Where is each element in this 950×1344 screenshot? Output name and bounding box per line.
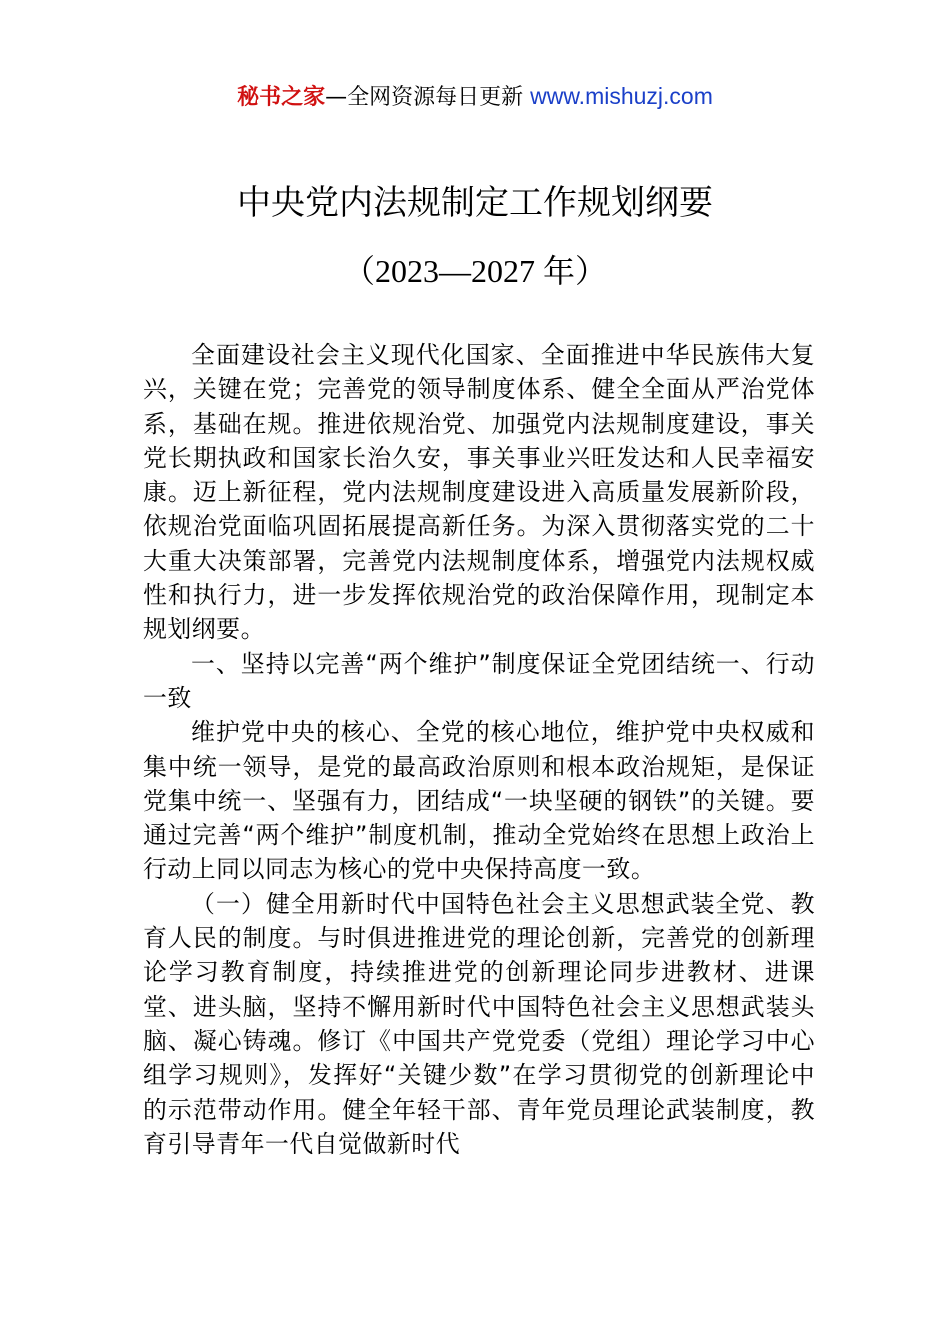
document-subtitle: （2023—2027 年）: [342, 253, 607, 289]
paragraph-item-1: （一）健全用新时代中国特色社会主义思想武装全党、教育人民的制度。与时俱进推进党的理论创新，完善党的创新理论学习教育制度，持续推进党的创新理论同步进教材、进课堂、进头脑，坚持不懈用新时代中国特色社会主义思想武装头脑、凝心铸魂。修订《中国共产党党委（党组）理论学习中心组学习规则》，发挥好“关键少数”在学习贯彻党的创新理论中的示范带动作用。健全年轻干部、青年党员理论武装制度，教育引导青年一代自觉做新时代: [143, 889, 815, 1158]
paragraph-section-1: 维护党中央的核心、全党的核心地位，维护党中央权威和集中统一领导，是党的最高政治原则和根本政治规矩，是保证党集中统一、坚强有力，团结成“一块坚硬的钢铁”的关键。要通过完善“两个维护”制度机制，推动全党始终在思想上政治上行动上同以同志为核心的党中央保持高度一致。: [143, 718, 815, 884]
paragraph-intro: 全面建设社会主义现代化国家、全面推进中华民族伟大复兴，关键在党；完善党的领导制度体系、健全全面从严治党体系，基础在规。推进依规治党、加强党内法规制度建设，事关党长期执政和国家长治久安，事关事业兴旺发达和人民幸福安康。迈上新征程，党内法规制度建设进入高质量发展新阶段，依规治党面临巩固拓展提高新任务。为深入贯彻落实党的二十大重大决策部署，完善党内法规制度体系，增强党内法规权威性和执行力，进一步发挥依规治党的政治保障作用，现制定本规划纲要。: [143, 341, 815, 644]
document-title: 中央党内法规制定工作规划纲要: [237, 183, 713, 223]
site-slogan: —全网资源每日更新: [325, 85, 524, 110]
site-url-link[interactable]: www.mishuzj.com: [530, 83, 713, 109]
document-body: [143, 338, 815, 1161]
site-brand: 秘书之家: [237, 85, 326, 110]
section-heading-1: 一、坚持以完善“两个维护”制度保证全党团结统一、行动一致: [143, 649, 815, 712]
site-header: [0, 80, 950, 114]
